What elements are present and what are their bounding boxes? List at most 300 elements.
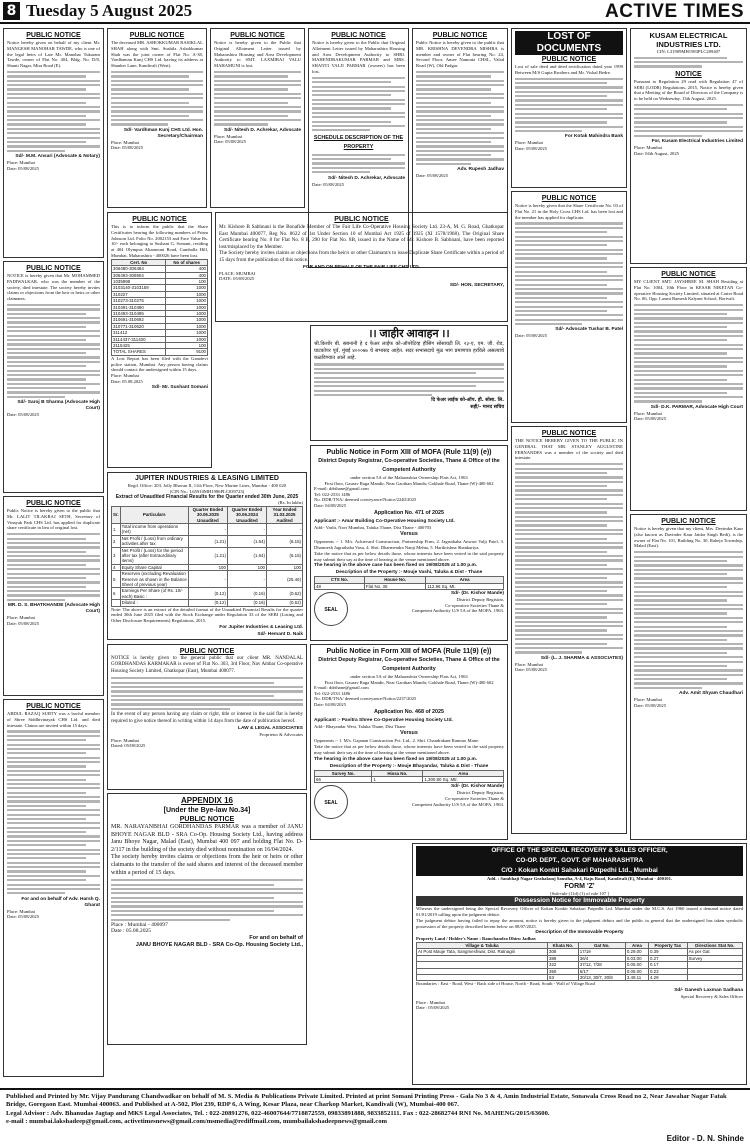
- table-cell: 100: [166, 279, 208, 285]
- versus-label: Versus: [400, 531, 418, 538]
- table-cell: -: [266, 524, 302, 536]
- notice-body-text: [111, 677, 303, 710]
- table-header: Property Tax: [648, 942, 687, 948]
- notice-body-text: [515, 222, 623, 325]
- notice-place: Place: Mumbai: [634, 697, 662, 703]
- notice-signature: Sd/- Advocate Tushar B. Patel: [555, 327, 623, 333]
- notice-date: Date: 05/08/2025: [515, 333, 548, 339]
- office-email: E-mail: ddrthane@gmail.com: [314, 486, 369, 492]
- table-cell: 5: [112, 571, 121, 588]
- office-phone: Tel: 022-2533 1486: [314, 491, 351, 497]
- table-row: [112, 524, 303, 536]
- table-header: Directions Stat No.: [687, 942, 742, 948]
- table-cell: 36/4: [578, 955, 625, 961]
- table-cell: 100: [227, 564, 266, 570]
- table-cell: 1: [112, 524, 121, 536]
- jupiter-results: [107, 472, 307, 640]
- table-header: Quarter Ended 30.06.2024 Unaudited: [227, 506, 266, 523]
- notice-date: Date: 05/08/2025: [634, 702, 667, 708]
- table-cell: -: [188, 524, 227, 536]
- property-table: [314, 770, 504, 784]
- table-cell: 66: [315, 776, 372, 782]
- notice-somani: [107, 212, 212, 468]
- table-cell: 1000: [166, 291, 208, 297]
- table-row: [417, 975, 743, 981]
- schedule-text: [312, 154, 405, 174]
- table-cell: Diluted :: [120, 600, 188, 606]
- notice-body-text: [515, 78, 623, 133]
- recovery-sign-name: Sd/- Ganesh Laxman Sadhana: [674, 988, 743, 993]
- notice-place: Place: Mumbai: [111, 139, 139, 145]
- table-cell: 3114437-311400: [112, 336, 166, 342]
- notice-body: Take the notice that as per below details those, whose interests have been vested in the said property may submit their say at the time of hearing at the venue mentioned above.: [314, 550, 504, 562]
- notice-signature: For Kotak Mahindra Bank: [564, 134, 623, 140]
- property-desc-title: Description of the Property :- Mouje Vashi, Taluka & Dist - Thane: [335, 570, 483, 576]
- notice-signature: Sd/- Vardhman Kunj CHS Ltd. Hon. Secretary/Chairman: [123, 127, 203, 139]
- table-cell: (6.15): [266, 535, 302, 547]
- newspaper-name: ACTIVE TIMES: [604, 1, 744, 22]
- table-cell: (0.12): [188, 588, 227, 600]
- table-cell: (0.16): [227, 588, 266, 600]
- notice-marathi: [310, 325, 508, 441]
- notice-signature: For and on behalf of Adv. Harsh Q. Gharat: [21, 896, 100, 908]
- kusam-sign: For, Kusam Electrical Industries Limited: [651, 138, 743, 144]
- table-header: Year Ended 31.03.2025 Audited: [266, 506, 302, 523]
- notice-devindra-kaur: [630, 514, 747, 840]
- table-cell: [112, 600, 121, 606]
- table-cell: 0.05.00: [625, 968, 648, 974]
- kusam-board-notice: [630, 28, 747, 264]
- notice-closing: A Lost Report has been filed with the Gamdevi police station, Mumbai. Any person having claims should contact the undersigned within 15 days.: [111, 355, 208, 373]
- recovery-lead: Whereas the undersigned being the Special Recovery Officer of Kokan Konkti Sahakari Patpedhi Ltd. Mumbai under the M.C.S. Act 1960 issued a demand notice dated 01/01/2019 calling upon the judgment debtor.: [416, 906, 743, 917]
- notice-lead: ABDUL RAZAQ SURTY was a lawful member of Shree Siddhivinayak CHS Ltd. and died intestate. Claims are invited within 15 days.: [7, 711, 100, 728]
- table-row: [112, 571, 303, 588]
- notice-title: PUBLIC NOTICE: [26, 500, 81, 507]
- table-cell: 1000: [166, 330, 208, 336]
- notice-title: PUBLIC NOTICE: [26, 32, 81, 39]
- table-cell: 112.96 Sq. Mt.: [426, 583, 504, 589]
- editor-credit: Editor - D. N. Shinde: [666, 1134, 744, 1143]
- table-cell: 0.27: [648, 955, 687, 961]
- table-header: Gat No.: [578, 942, 625, 948]
- jupiter-sign-company: For Jupiter Industries & Leasing Ltd.: [219, 625, 303, 631]
- table-cell: 37/12, 7/28: [578, 962, 625, 968]
- reference-date: Date: 04/08/2025: [314, 502, 347, 508]
- property-table: [314, 576, 504, 590]
- notice-lead: NOTICE is hereby given to the general public that our client MR. NANDALAL GORDHANDAS KARMAKAR is owner of Flat No. 303, 3rd Floor, Nav Ambar Co-operative Housing Society Limited, Ghatkopar (East), Mumbai 400077.: [111, 656, 303, 674]
- kusam-place: Place: Mumbai: [634, 144, 662, 150]
- kusam-address-text: [634, 57, 743, 68]
- table-header: Particulars: [120, 506, 188, 523]
- table-cell: Total income from operations (net): [120, 524, 188, 536]
- table-header: Quarter Ended 30.06.2025 Unaudited: [188, 506, 227, 523]
- application-no: Application No. 468 of 2025: [373, 708, 445, 715]
- mofa-upper-column: [310, 445, 508, 644]
- karmakar-column: [107, 644, 307, 1048]
- notice-place: Place: Mumbai: [7, 908, 35, 914]
- table-cell: 100: [188, 564, 227, 570]
- marathi-role: सही/- मानद सचिव: [470, 405, 504, 411]
- reference-no: No. DDR/TNA/ deemed conveyance/Notice/2240/2025: [314, 497, 417, 503]
- appendix-sign-line: For and on behalf of: [249, 935, 303, 942]
- table-header: Village & Taluka: [417, 942, 548, 948]
- column-2: [107, 28, 207, 211]
- notice-place: PLACE: MUMBAI: [219, 270, 256, 276]
- recovery-possession-notice: [412, 843, 747, 1085]
- possession-title: Possession Notice for Immovable Property: [416, 896, 743, 906]
- recovery-place: Place : Mumbai: [416, 999, 446, 1005]
- table-cell: (1.64): [227, 535, 266, 547]
- marathi-sign: दि फेअर लाईफ को-ऑप. हौ. सोसा. लि.: [431, 398, 504, 404]
- notice-date: Dated: 05/08/2025: [111, 743, 146, 749]
- notice-title: PUBLIC NOTICE: [541, 195, 597, 202]
- notice-title: PUBLIC NOTICE: [541, 56, 597, 63]
- notice-title: PUBLIC NOTICE: [331, 32, 386, 39]
- notice-body-text: [7, 71, 100, 152]
- kusam-cin: CIN: L31909MH1983PLC209407: [656, 49, 721, 54]
- table-cell: Reserves (excluding Revaluation Reserve as shown in the Balance Sheet of previous year): [121, 571, 187, 588]
- marathi-column: [310, 325, 508, 444]
- notice-fair-life: [215, 212, 508, 322]
- table-cell: 322: [548, 962, 579, 968]
- jupiter-note: Note: The above is an extract of the detailed format of the Unaudited Financial Results for the quarter ended 30th June 2025 filed with the Stock Exchange under Regulation 33 of the SEBI (Listing and Other Disclosure Requirements) Regulations, 2015.: [111, 606, 303, 624]
- table-cell: 0.05.00: [625, 962, 648, 968]
- mofa-notice-amar: [310, 445, 508, 641]
- notice-shah: [107, 28, 207, 208]
- table-header: No of shares: [166, 259, 208, 265]
- recovery-banner-2: CO-OP. DEPT., GOVT. OF MAHARASHTRA: [416, 856, 743, 866]
- schedule-title: SCHEDULE DESCRIPTION OF THE PROPERTY: [313, 134, 404, 150]
- table-cell: 310493-310495: [112, 311, 166, 317]
- imprint-line-1: Published and Printed by Mr. Vijay Pandurang Chandwadkar on behalf of M. S. Media & Publications Private Limited. Printed at print Somani Printing Press - Gala No 3 & 4, Amin Industrial Estate, Sonawala Cross Road no 2, Near Jawahar Nagar Fatak Bridge, Goregaon East. Mumbai 400063. and Published at A-502, Plot 239, RDP 6, A Wing, Kesar Plaza, near Charkop Market, Kandivali (W), Mumbai-400 067.: [6, 1093, 727, 1109]
- table-row: [112, 535, 303, 547]
- table-cell: Flat No. 35: [364, 583, 425, 589]
- seal-stamp: SEAL: [314, 785, 348, 819]
- notice-signature: MR. D. S. BHATKHANDE (Advocate High Court): [7, 603, 100, 615]
- table-cell: (1.21): [188, 535, 227, 547]
- notice-body-text: [7, 304, 100, 398]
- opponents: Opponents :- 1. M/s. Gajanan Construction Pvt. Ltd., 2. Shri. Chandrakant Ramrao Mane.: [314, 738, 480, 744]
- recovery-sign-role: Special Recovery & Sales Officer: [680, 994, 743, 999]
- notice-signature: Adv. Rupesh Jadhav: [457, 167, 504, 173]
- table-cell: 1000: [166, 317, 208, 323]
- notice-signature: Sd/- Mr. Sushant Somani: [151, 385, 208, 391]
- table-header: Area: [426, 577, 504, 583]
- table-cell: 6: [112, 588, 121, 600]
- table-cell: 308: [548, 949, 579, 955]
- appendix-body-text: [111, 879, 303, 921]
- appendix-sub: [Under the Bye-law No.34]: [163, 807, 251, 814]
- table-cell: 1000: [166, 304, 208, 310]
- recovery-body: The judgment debtor having failed to repay the amount, notice is hereby given to the judgment debtor and the public in general that the undersigned has taken symbolic possession of the property described herein below on 08/07/2025.: [416, 917, 743, 929]
- notice-jayshree-shah: [630, 267, 747, 511]
- notice-lead: Public Notice is hereby given to the public that Mr. LALIT TILAKRAJ SETH, Secretary of Vinayak Park CHS Ltd. has applied for duplicate share certificate in lieu of original lost.: [7, 508, 100, 531]
- notice-place: Place: Mumbai: [515, 140, 543, 146]
- notice-body-text: [515, 463, 623, 653]
- notice-body: Take the notice that as per below details those, whose interests have been vested in the said property may submit their say at the time of hearing at the venue mentioned above.: [314, 743, 504, 755]
- column-3: [210, 28, 305, 211]
- table-cell: 0.29.00: [625, 949, 648, 955]
- table-cell: 0.17: [648, 962, 687, 968]
- notice-mahamuni: [210, 28, 305, 208]
- marathi-body: श्री.किशोर बी. सबनानी हे द फेअर लाईफ को-ऑपरेटिव्ह हौसिंग सोसायटी लि. २३-ए, एम. जी. रोड, घाटकोपर पूर्व, मुंबई ४०००७७ चे सभासद आहेत. सदर सभासदाचे मूळ भाग प्रमाणपत्र हरविले असल्याचे कळविण्यात आले आहे.: [314, 341, 504, 361]
- notice-lead: Public Notice is hereby given to the public that MR. KRISHNA DEVENDRA MISHRA is member and owner of Flat bearing No. 24, Second Floor, Amee Namrata CHSL, Valad Road (W), Old Padgar.: [416, 40, 504, 69]
- masthead: [0, 0, 750, 24]
- notice-signature: Sd/- Saroj B Sharma (Advocate High Court): [17, 400, 100, 412]
- recovery-banner-1: OFFICE OF THE SPECIAL RECOVERY & SALES OFFICER,: [416, 846, 743, 856]
- notice-body: The Society hereby invites claims or objections from the heir/s or other Claimant/s to issue Duplicate Share Certificate within a period of 15 days from the publication of this notice.: [219, 250, 504, 263]
- property-owner: Property Land / Holder's Name : Ramchandra Dhiru Jadhav: [416, 936, 537, 942]
- recovery-property-table: [416, 942, 743, 981]
- table-cell: 310771-310620: [112, 323, 166, 329]
- table-cell: (0.12): [188, 600, 227, 606]
- jupiter-company-name: JUPITER INDUSTRIES & LEASING LIMITED: [135, 475, 279, 482]
- notice-date: Date: 05/08/2025: [312, 181, 345, 187]
- notice-lead: Notice is hereby given that the Share Certificate No. 03 of Flat No. 21 in the Holy Cross CHS Ltd. has been lost and the member has applied for duplicate.: [515, 203, 623, 220]
- table-cell: 1: [372, 776, 423, 782]
- registrar-name: Sd/- (Dr. Kishor Mande): [450, 591, 504, 597]
- imprint-line-2: Legal Advisor : Adv. Bhanudas Jagtap and MKS Legal Associates, Tel. : 022-20891276, 022-46007644/7718872559, 09833891888, 9833852111. Fax : 022-28682744 RNI No. MAHENG/2015/63600.: [6, 1109, 550, 1117]
- table-cell: (0.62): [266, 588, 302, 600]
- notice-signature: Sd/- Nitesh D. Achrekar, Advocate: [328, 175, 405, 181]
- page-number: 8: [3, 2, 20, 20]
- table-cell: Equity Share Capital: [120, 564, 188, 570]
- jupiter-sign-role: [111, 638, 303, 640]
- table-cell: 1000: [166, 336, 208, 342]
- notice-body-text: [312, 77, 405, 132]
- table-header: House No.: [364, 577, 425, 583]
- table-cell: 1000: [166, 298, 208, 304]
- table-cell: 1035998: [112, 279, 166, 285]
- notice-date: Date: 05.08.2025: [111, 378, 143, 384]
- notice-lead: NOTICE is hereby given that Mr. MOHAMMED PADIWALKAR, who was the member of the society, died intestate. The society hereby invites claims or objections from the heir or heirs or other claimants.: [7, 273, 100, 302]
- table-cell: Net Profit / (Loss) from ordinary activities after tax: [120, 535, 188, 547]
- table-cell: 100: [266, 564, 302, 570]
- notice-place: Place: Mumbai: [7, 160, 35, 166]
- table-header: Hissa No.: [372, 770, 423, 776]
- table-header: Khata No.: [548, 942, 579, 948]
- marathi-body-text: [314, 363, 504, 396]
- applicant: Applicant :- Pavitra Shree Co-Operative Housing Society Ltd.: [314, 717, 453, 723]
- table-cell: 0.39: [648, 949, 687, 955]
- notice-body-text: [634, 551, 743, 689]
- reference-no: No. DDR/TNA/ deemed conveyance/Notice/2237/2025: [314, 696, 417, 702]
- table-cell: 1,300.80 Sq. Mtr.: [423, 776, 504, 782]
- notice-title: PUBLIC NOTICE: [132, 216, 187, 223]
- firm-role: Proprietor & Advocates: [259, 732, 303, 738]
- mofa-notice-pavitra: [310, 644, 508, 840]
- table-cell: 400: [166, 266, 208, 272]
- notice-body-text: [7, 730, 100, 894]
- reference-date: Date: 04/08/2025: [314, 701, 347, 707]
- notice-body-text: [7, 533, 100, 601]
- notice-date: Date: 05/08/2025: [7, 914, 40, 920]
- notice-title: PUBLIC NOTICE: [129, 32, 185, 39]
- table-cell: 4.29: [648, 975, 687, 981]
- recovery-column: [412, 843, 747, 1088]
- extract-title: Extract of Unaudited Financial Results for the Quarter ended 30th June, 2025: [115, 494, 299, 501]
- applicant-address: Add:- Bhayandar West, Taluka Thane, Dist Thane: [314, 723, 406, 729]
- notice-title: PUBLIC NOTICE: [179, 648, 235, 655]
- total-label: TOTAL SHARES: [112, 349, 166, 355]
- appendix-lead: MR. NARAYANBHAI GORDHANDAS PARMAR was a member of JANU BHOYE NAGAR BLD - SRA Co-Op. Housing Society Ltd., having address Janu Bhoye Nagar, Malad (East), Mumbai 400 097 and holding Flat No. D-2/117 in the building of the society died without nomination on 16/04/2024.: [111, 824, 303, 853]
- notice-signature: Adv. Amit Shyam Chaudhari: [679, 691, 743, 697]
- notice-place: Place: Mumbai: [214, 133, 242, 139]
- notice-lead: MY CLIENT SMT. JAYSHREE M. SHAH Residing at Flat No. 1004, 10th Floor in KESAR NIKETAN Co-operative Housing Society Limited, situated at Carter Road No. 06, Opp. Laxmi Ramesh Kalyani School, Borivali.: [634, 279, 743, 302]
- notice-place: Place: Mumbai: [634, 410, 662, 416]
- table-header: Survey No.: [315, 770, 372, 776]
- table-cell: 100: [166, 343, 208, 349]
- notice-lead: THE NOTICE HEREBY GIVEN TO THE PUBLIC IN GENERAL THAT MR. STANLEY AUGUSTINE FERNANDES was a member of the society and died intestate.: [515, 438, 623, 461]
- notice-lead: The deceased MR. ASHOKKUMAR RASIKLAL SHAH along with Smt. Sushila Ashokkumar Shah was the joint owner of Flat No. A-38, Vardhaman Kunj CHS Ltd. having its address at Shanker Lane, Kandivali (West).: [111, 40, 203, 69]
- office-name: District Deputy Registrar, Co-operative Societies, Thane & Office of the Competent Authority: [318, 458, 500, 473]
- notice-lead: Notice hereby given on behalf of my client Mr. MANGESH MANOHAR TAWDE, who is one of the legal heirs of Late Mr. Manohar Tukaram Tawde, owner of Flat No. 404, Bldg. No. D/8, Shanti Nagar, Mira Road (E).: [7, 40, 100, 69]
- table-cell: 389: [548, 955, 579, 961]
- notice-lead: Notice is hereby given to the Public that Original Allotment Letter issued by Maharashtra Housing and Area Development Authority to SHRI. MAHENDRAKUMAR PARMAR and MRS. SHANTI VALJI PARMAR (owners) has been lost.: [312, 40, 405, 74]
- table-cell: 2: [112, 535, 121, 547]
- notice-title: PUBLIC NOTICE: [230, 32, 285, 39]
- notice-place: Place: Mumbai: [111, 373, 139, 379]
- issue-date: Tuesday 5 August 2025: [26, 1, 193, 20]
- notice-signature: SD/- HON. SECRETARY,: [449, 282, 504, 288]
- table-cell: At Post Mauje Tata, Sangmeshwar, Dist. Ratnagiri: [417, 949, 548, 955]
- table-cell: 310691-310692: [112, 317, 166, 323]
- office-name: District Deputy Registrar, Co-operative Societies, Thane & Office of the Competent Authority: [318, 657, 500, 672]
- table-cell: 48: [315, 583, 365, 589]
- table-cell: 4: [112, 564, 121, 570]
- registrar-role-1: District Deputy Registrar,: [456, 597, 504, 603]
- notice-date: Date: 05/08/2025: [515, 667, 548, 673]
- notice-body: In the event of any person having any claim or right, title or interest in the said flat is hereby required to give notice thereof in writing within 14 days from the date of publication hereof.: [111, 712, 303, 724]
- lost-documents-notice: [511, 28, 627, 188]
- table-cell: 0.03.00: [625, 955, 648, 961]
- under-section: under section 5A of the Maharashtra Ownership Flats Act, 1963: [350, 475, 468, 480]
- table-row: [417, 949, 743, 955]
- office-phone: Tel: 022-2533 1486: [314, 690, 351, 696]
- table-cell: As per Gat: [687, 949, 742, 955]
- table-cell: (1.64): [227, 547, 266, 564]
- notice-lead: Notice is hereby given to the Public that Original Allotment Letter issued by Maharashtra Housing and Area Development Authority to SMT. LAXMIBAI VALU MAHAMUNI is lost.: [214, 40, 301, 69]
- share-certificate-table: [111, 259, 208, 356]
- notice-fernandes: [511, 426, 627, 834]
- table-cell: (6.15): [266, 547, 302, 564]
- mofa-lower-column: [310, 644, 508, 843]
- kusam-body-text: [634, 104, 743, 137]
- notice-date: Date: 05/08/2025: [7, 165, 40, 171]
- table-cell: 310273-310275: [112, 298, 166, 304]
- unit-label: (Rs. In lakhs): [278, 500, 303, 506]
- notice-date: Date: 05/08/2025: [7, 412, 40, 418]
- notice-title: PUBLIC NOTICE: [541, 430, 597, 437]
- appendix-date: Date : 05.08.2025: [111, 927, 152, 934]
- property-desc-title: Description of the Property :- Mouje Bhayandar, Taluka & Dist - Thane: [329, 763, 489, 769]
- application-no: Application No. 471 of 2025: [373, 509, 445, 516]
- table-cell: Earnings Per Share (of Rs. 10/- each) Basic :: [120, 588, 188, 600]
- notice-title: PUBLIC NOTICE: [26, 265, 81, 272]
- table-cell: 350: [548, 968, 579, 974]
- office-email: E-mail: ddrthane@gmail.com: [314, 685, 369, 691]
- boundaries: Boundaries : East - Road, West - Back side of House, North - Road, South - Wall of Village Road: [416, 981, 595, 987]
- notice-body-text: [634, 304, 743, 402]
- table-cell: [687, 975, 742, 981]
- table-row: [112, 600, 303, 606]
- table-cell: (0.62): [266, 600, 302, 606]
- registrar-role-1: District Deputy Registrar,: [456, 790, 504, 796]
- notice-karmakar: [107, 644, 307, 790]
- table-cell: 0.23: [648, 968, 687, 974]
- registrar-role-3: Competent Authority U/S 5A of the MOFA, 1963.: [411, 801, 504, 807]
- notice-place: Place: Mumbai: [7, 615, 35, 621]
- table-cell: 306493-308904: [112, 272, 166, 278]
- appendix-title: APPENDIX 16: [180, 796, 234, 805]
- total-value: 9100: [166, 349, 208, 355]
- imprint-footer: [0, 1088, 750, 1148]
- appendix-place: Place : Mumbai - 400097: [111, 921, 168, 928]
- table-header: CTS No.: [315, 577, 365, 583]
- notice-title: PUBLIC NOTICE: [661, 518, 716, 525]
- notice-signature: Sd/- M.M. Ansari (Advocate & Notary): [15, 154, 100, 160]
- fair-life-column: [215, 212, 508, 325]
- notice-signature: Sd/- D.K. PARMAR, Advocate High Court: [650, 404, 743, 410]
- notice-title: PUBLIC NOTICE: [334, 216, 389, 223]
- table-cell: 1000: [166, 311, 208, 317]
- table-cell: (25.46): [266, 571, 302, 588]
- table-cell: 306480-306484: [112, 266, 166, 272]
- kusam-notice-title: NOTICE: [675, 70, 702, 78]
- form-title: Public Notice in Form XIII of MOFA (Rule 11(9) (e)): [326, 648, 492, 655]
- financial-results-table: [111, 506, 303, 607]
- column-7: [630, 28, 747, 843]
- rule-label: [Sub-rule (11d) (1) of rule 107 ]: [550, 890, 609, 896]
- notice-body-text: [214, 71, 301, 126]
- table-header: Area: [625, 942, 648, 948]
- imprint-line-3: e-mail : mumbai.lakshadeep@gmail.com, activetimesnews@gmail.com/msmedia@rediffmail.com, mumbailakshadeepnews@gmail.com: [6, 1118, 387, 1126]
- table-header: Area: [423, 770, 504, 776]
- table-cell: 311412: [112, 330, 166, 336]
- table-cell: 3.49.11: [625, 975, 648, 981]
- table-cell: 6/17: [578, 968, 625, 974]
- notice-lead: Lost of sale deed and deed rectification dated year 1999 Between M/S Gupta Brothers and Mr. Vishal Bedre.: [515, 64, 623, 75]
- appendix-society: JANU BHOYE NAGAR BLD - SRA Co-Op. Housing Society Ltd.,: [135, 942, 303, 949]
- table-cell: 310491-310490: [112, 304, 166, 310]
- table-cell: 310227: [112, 291, 166, 297]
- table-cell: 3115425: [112, 343, 166, 349]
- notice-lead: This is to inform the public that the Share Certificates bearing the following numbers of Prism Johnson Ltd. Folio No. 2002153 and Face Value Rs. 10/- each belonging to Sushant G. Somani, residing at 404 Olympus Altamount Road, Cumballa Hill, Mumbai, Maharashtra - 400026 have been lost.: [111, 224, 208, 258]
- notice-title: PUBLIC NOTICE: [26, 703, 81, 710]
- appendix-body: The society hereby invites claims or objections from the heir or heirs or other claimants to the transfer of the said shares and interest of the deceased member within a period of 15 days.: [111, 854, 303, 876]
- table-cell: 53: [548, 975, 579, 981]
- notice-date: Date: 05/08/2025: [111, 145, 144, 151]
- recovery-date: Date : 05/08/2025: [416, 1005, 450, 1011]
- kusam-lead: Pursuant to Regulation 29 read with Regulation 47 of SEBI (LODR) Regulations, 2015, Notice is hereby given that a Meeting of the Board of Directors of the Company is to be held on Wednesday, 13th August, 2025.: [634, 78, 743, 102]
- table-cell: 30/13, 30/7, 30/8: [578, 975, 625, 981]
- hearing-date: The hearing in the above case has been fixed on 19/08/2025 at 1.00 p.m.: [314, 756, 478, 762]
- under-section: under section 5A of the Maharashtra Ownership Flats Act, 1963: [350, 674, 468, 679]
- kusam-date: Date: 04th August, 2025: [634, 150, 679, 156]
- recovery-address: Add. : Sambhaji Nagar Grahakunj Sanstha, A-4, Raju Road, Kandivali (E), Mumbai - 400101.: [486, 876, 673, 881]
- notice-date: DATE: 05/08/2025: [219, 276, 255, 282]
- table-row: [112, 547, 303, 564]
- notice-body-text: [111, 71, 203, 126]
- notice-date: Date: 05/08/2025: [416, 173, 449, 179]
- jupiter-address: Regd. Office: 203, Jolly Bhavan II, 11th Floor, New Marine Lines, Mumbai - 400 020: [127, 483, 287, 488]
- table-cell: 1000: [166, 285, 208, 291]
- office-address: First floor, Gaurav Raga Mandir, Near Gaothan Mandir, Gokhale Road, Thane (W)-400 602: [324, 679, 494, 685]
- table-cell: -: [188, 571, 227, 588]
- notice-body-text: [416, 71, 504, 165]
- notice-date: Date: 05/08/2025: [634, 416, 667, 422]
- notice-place: Place: Mumbai: [515, 661, 543, 667]
